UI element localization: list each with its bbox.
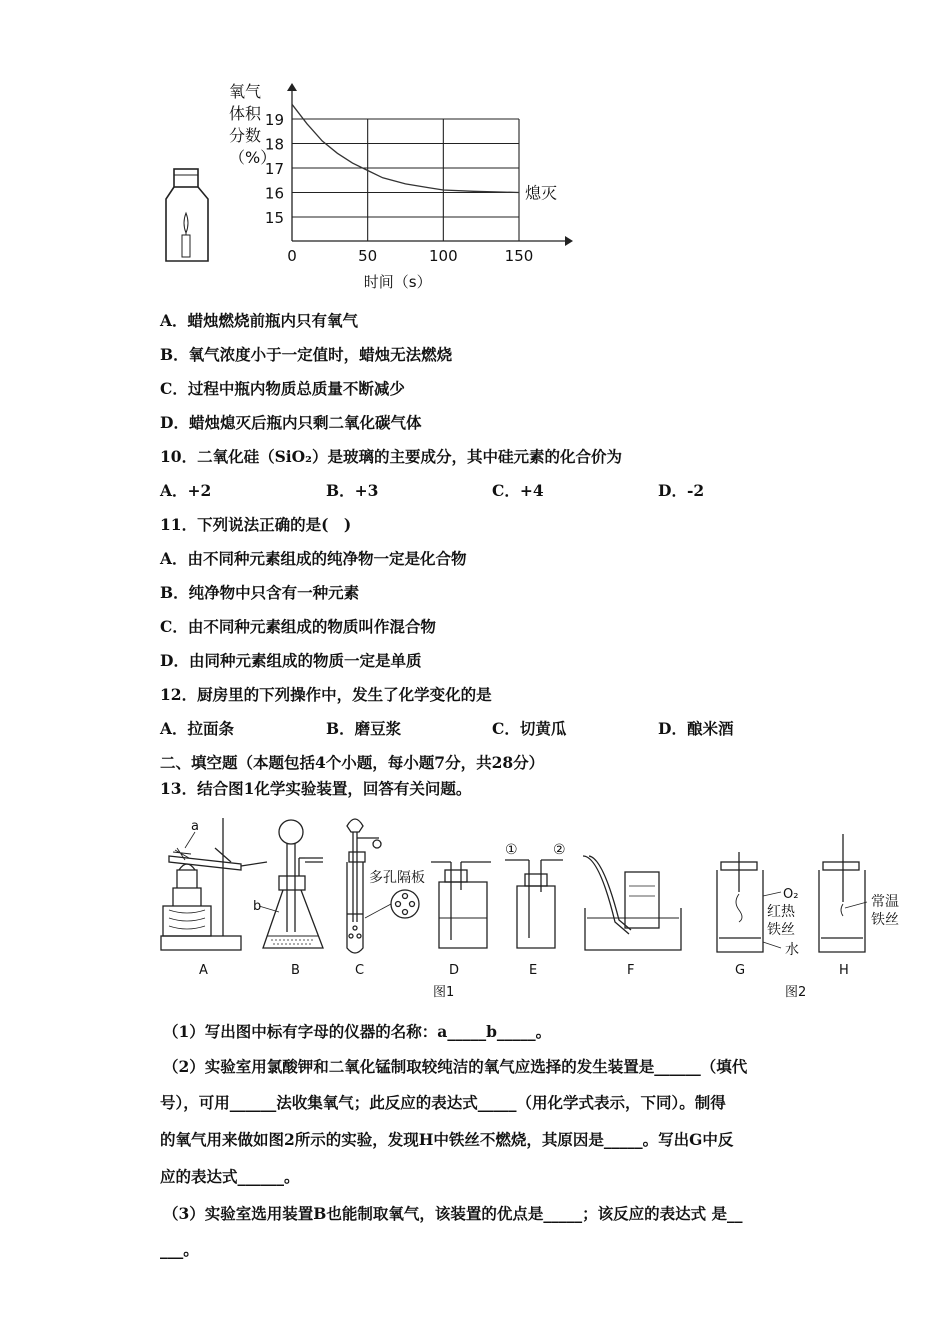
marker-b: b xyxy=(253,899,262,914)
y-tick-label: 19 xyxy=(264,111,284,129)
oxygen-chart xyxy=(215,75,595,297)
x-axis-label: 时间（s） xyxy=(363,273,432,291)
q11-option-b: B．纯净物中只含有一种元素 xyxy=(160,583,360,602)
apparatus-b xyxy=(259,820,323,948)
apparatus-a xyxy=(161,818,267,950)
candle-bottle-figure xyxy=(160,165,216,265)
label-a: A xyxy=(199,963,208,978)
x-tick-label: 50 xyxy=(358,247,378,265)
x-axis-arrow xyxy=(565,236,573,246)
apparatus-h xyxy=(819,834,867,952)
q13-part-3-line-1: （3）实验室选用装置B也能制取氧气，该装置的优点是_____；该反应的表达式 是__ xyxy=(163,1204,743,1223)
extinguish-label: 熄灭 xyxy=(525,183,558,203)
q10-stem: 10．二氧化硅（SiO₂）是玻璃的主要成分，其中硅元素的化合价为 xyxy=(160,447,622,466)
q12-option-b: B．磨豆浆 xyxy=(326,719,402,738)
y-tick-label: 16 xyxy=(264,184,284,203)
port-2-label: ② xyxy=(553,842,566,858)
y-axis-arrow xyxy=(287,83,297,91)
apparatus-c xyxy=(347,819,381,953)
label-g: G xyxy=(735,963,746,978)
section-2-heading: 二、填空题（本题包括4个小题，每小题7分，共28分） xyxy=(160,753,545,772)
o2-label: O₂ xyxy=(783,887,799,902)
y-tick-label: 18 xyxy=(264,135,284,154)
water-label: 水 xyxy=(785,942,799,958)
y-tick-label: 17 xyxy=(264,160,284,178)
q12-option-d: D．酿米酒 xyxy=(658,719,734,738)
q9-option-b: B．氧气浓度小于一定值时，蜡烛无法燃烧 xyxy=(160,345,453,364)
figure-1-caption: 图1 xyxy=(433,985,455,1000)
room-temp-label-1: 常温 xyxy=(871,894,899,910)
figure-2-caption: 图2 xyxy=(785,985,807,1000)
q13-part-2-line-4: 应的表达式______。 xyxy=(160,1167,300,1186)
q13-part-2-line-3: 的氧气用来做如图2所示的实验，发现H中铁丝不燃烧，其原因是_____。写出G中反 xyxy=(160,1130,734,1149)
red-hot-label-2: 铁丝 xyxy=(767,922,795,938)
red-hot-label-1: 红热 xyxy=(767,904,795,920)
q9-option-a: A．蜡烛燃烧前瓶内只有氧气 xyxy=(160,311,359,330)
q12-option-a: A．拉面条 xyxy=(160,719,235,738)
q12-option-c: C．切黄瓜 xyxy=(492,719,567,738)
q13-part-2-line-2: 号），可用______法收集氧气；此反应的表达式_____（用化学式表示，下同）。制得 xyxy=(160,1093,726,1112)
q9-option-c: C．过程中瓶内物质总质量不断减少 xyxy=(160,379,405,398)
label-e: E xyxy=(529,963,538,978)
label-d: D xyxy=(449,963,460,978)
marker-a: a xyxy=(191,819,199,834)
q13-part-2-line-1: （2）实验室用氯酸钾和二氧化锰制取较纯洁的氧气应选择的发生装置是______（填代 xyxy=(163,1057,748,1076)
y-axis-label-line: （%） xyxy=(229,148,277,167)
q11-option-d: D．由同种元素组成的物质一定是单质 xyxy=(160,651,422,670)
port-1-label: ① xyxy=(505,842,518,858)
y-axis-label-line: 分数 xyxy=(229,126,262,145)
q11-stem: 11．下列说法正确的是( ) xyxy=(160,515,352,534)
label-f: F xyxy=(627,963,635,978)
q13-part-3-line-2: ___。 xyxy=(160,1240,199,1259)
apparatus-figure xyxy=(155,812,915,1008)
y-axis-label-line: 氧气 xyxy=(229,82,262,101)
q10-option-a: A．+2 xyxy=(160,481,212,500)
q13-stem: 13．结合图1化学实验装置，回答有关问题。 xyxy=(160,779,472,798)
label-h: H xyxy=(839,963,849,978)
room-temp-label-2: 铁丝 xyxy=(871,912,899,928)
y-axis-label-line: 体积 xyxy=(229,104,262,123)
apparatus-d xyxy=(431,862,491,948)
label-c: C xyxy=(355,963,365,978)
x-tick-label: 150 xyxy=(504,247,534,265)
q12-stem: 12．厨房里的下列操作中，发生了化学变化的是 xyxy=(160,685,492,704)
label-b: B xyxy=(291,963,300,978)
apparatus-f xyxy=(583,856,681,950)
x-tick-label: 100 xyxy=(429,247,458,265)
x-tick-label: 0 xyxy=(287,247,297,265)
y-tick-label: 15 xyxy=(264,209,284,227)
q10-option-c: C．+4 xyxy=(492,481,544,500)
apparatus-e xyxy=(505,860,563,948)
q10-option-b: B．+3 xyxy=(326,481,379,500)
q9-option-d: D．蜡烛熄灭后瓶内只剩二氧化碳气体 xyxy=(160,413,422,432)
q11-option-c: C．由不同种元素组成的物质叫作混合物 xyxy=(160,617,436,636)
q11-option-a: A．由不同种元素组成的纯净物一定是化合物 xyxy=(160,549,467,568)
porous-plate-label: 多孔隔板 xyxy=(369,870,425,886)
q13-part-1: （1）写出图中标有字母的仪器的名称：a_____b_____。 xyxy=(163,1022,552,1041)
oxygen-curve xyxy=(292,104,519,192)
q10-option-d: D．-2 xyxy=(658,481,705,500)
